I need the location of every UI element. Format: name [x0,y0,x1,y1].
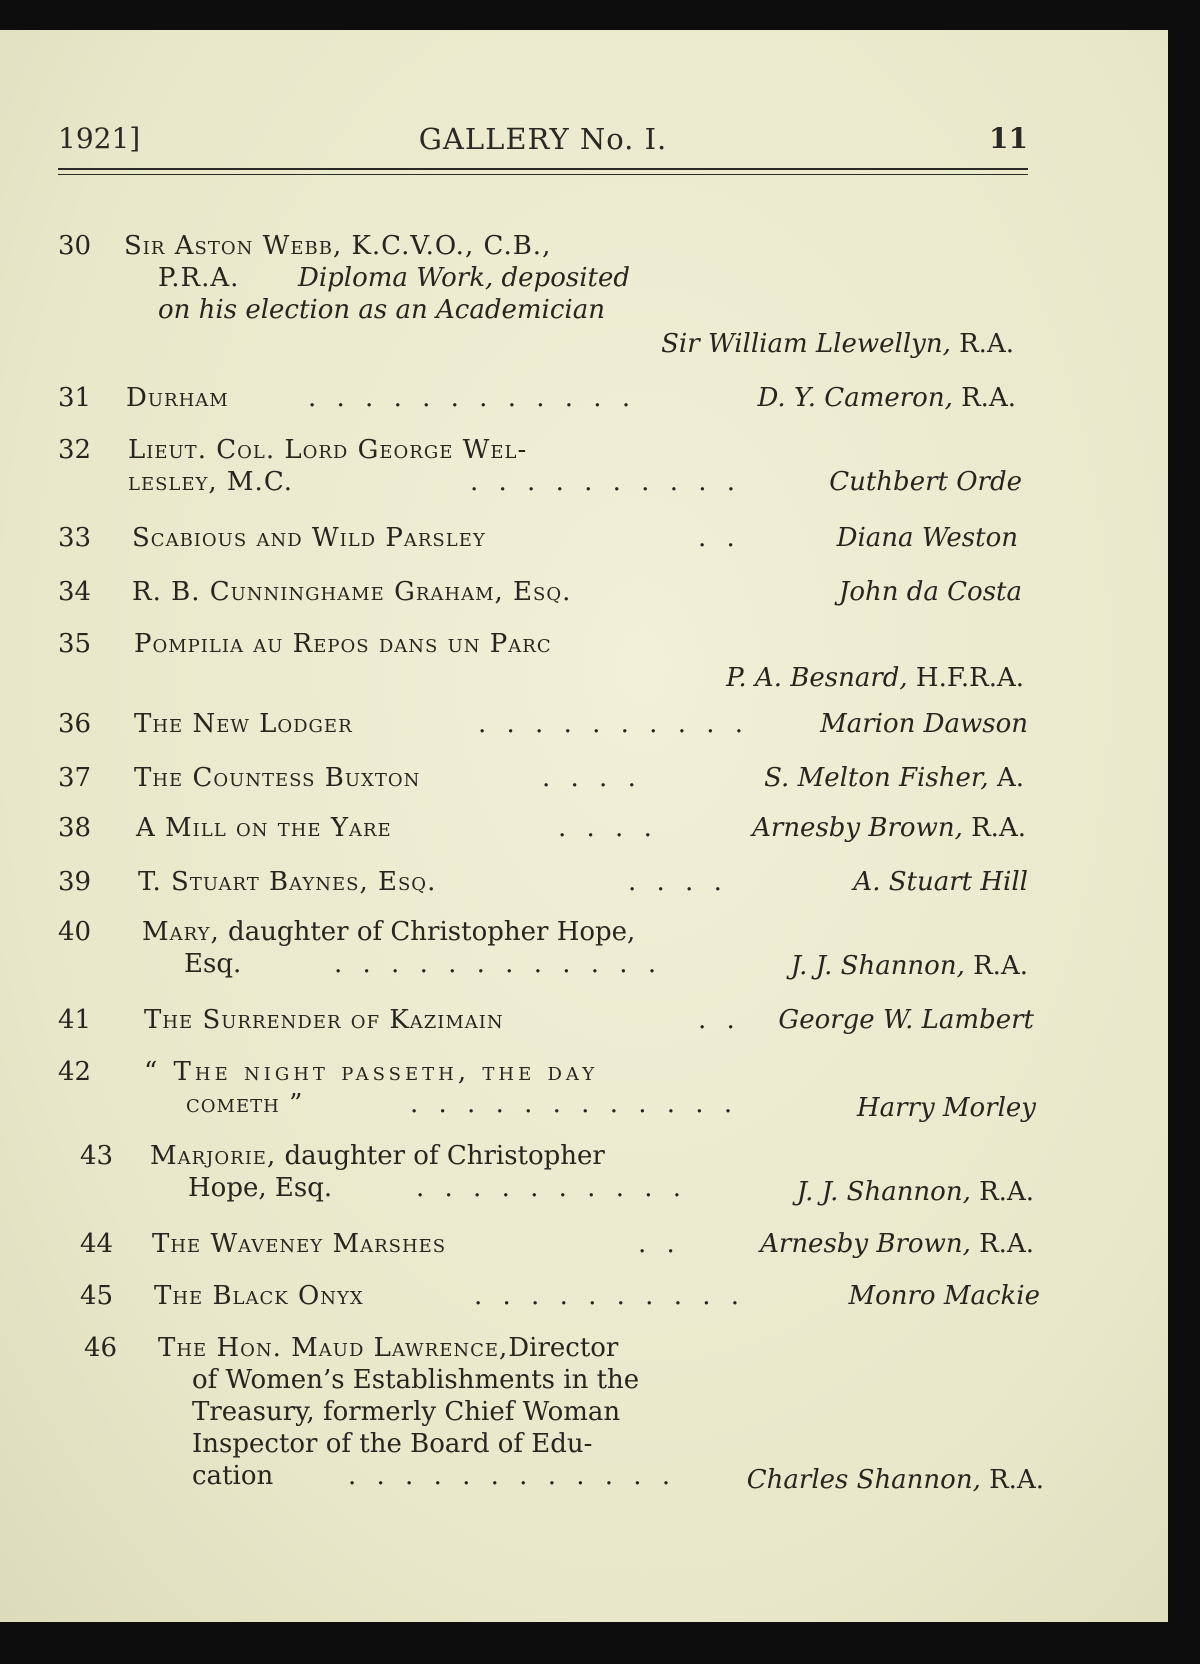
artist-name: Cuthbert Orde [829,467,1022,497]
entry-number: 32 [58,435,92,465]
artist-name: Diana Weston [836,523,1018,553]
sitter-description: daughter of Christopher Hope, [219,917,636,947]
header-title: GALLERY No. I. [418,122,668,156]
entry-number: 30 [58,231,92,261]
leader-dots: . . . . . . . . . . . . [410,1089,739,1119]
sitter-name: Mary, [142,917,220,947]
leader-dots: . . [638,1229,681,1259]
entry-artist [747,1464,1044,1496]
entry-title: The Black Onyx [154,1281,364,1311]
catalogue-entry [58,916,1048,982]
entry-artist [791,950,1028,982]
entry-title-cont: Treasury, formerly Chief Woman [192,1397,621,1427]
entry-title: The Waveney Marshes [152,1229,447,1259]
catalogue-entry [58,1228,1048,1262]
entry-artist [760,1228,1034,1260]
artist-name: Arnesby Brown, [752,813,963,843]
entry-title: “ The night passeth, the day [144,1057,599,1087]
artist-suffix: R.A. [973,951,1028,981]
artist-name: J. J. Shannon, [796,1177,971,1207]
entry-title: T. Stuart Baynes, Esq. [138,867,437,897]
entry-title-cont: Esq. [184,949,242,979]
catalogue-entry [58,812,1048,846]
entry-title: Durham [126,383,229,413]
entry-number: 42 [58,1057,92,1087]
artist-name: Charles Shannon, [746,1465,981,1495]
entry-note: Diploma Work, deposited [298,263,630,293]
artist-name: Monro Mackie [848,1281,1040,1311]
entry-number: 43 [80,1141,114,1171]
entry-artist [778,1004,1034,1036]
entry-title [150,1140,605,1172]
catalogue-entry [58,628,1048,694]
catalogue-entry [58,382,1048,416]
entry-number: 41 [58,1005,92,1035]
entry-artist [797,1176,1034,1208]
catalogue-entry [58,708,1048,742]
leader-dots: . . . . . . . . . . . . [334,949,663,979]
entry-number: 37 [58,763,92,793]
entry-artist [661,328,1014,360]
entry-title-cont: of Women’s Establishments in the [192,1365,640,1395]
entry-title: Pompilia au Repos dans un Parc [134,629,552,659]
entry-artist [726,662,1024,694]
leader-dots: . . . . . . . . . . . . [348,1461,677,1491]
leader-dots: . . . . [628,867,728,897]
entry-artist [820,708,1028,740]
entry-title [142,916,635,948]
catalogue-page [0,30,1168,1622]
catalogue-entry [58,230,1048,360]
leader-dots: . . . . . . . . . . [470,467,742,497]
leader-dots: . . . . . . . . . . [478,709,750,739]
entry-title-cont: Hope, Esq. [188,1173,333,1203]
artist-name: Sir William Llewellyn, [661,329,951,359]
entry-artist [839,576,1022,608]
entry-title: The Surrender of Kazimain [144,1005,504,1035]
entry-title-cont: lesley, M.C. [128,467,294,497]
entry-artist [853,866,1028,898]
entry-number: 35 [58,629,92,659]
page-number: 11 [989,122,1028,155]
sitter-name: Marjorie, [150,1141,277,1171]
artist-name: Arnesby Brown, [760,1229,971,1259]
leader-dots: . . . . [542,763,642,793]
entry-number: 36 [58,709,92,739]
artist-suffix: R.A. [979,1177,1034,1207]
artist-name: D. Y. Cameron, [757,383,953,413]
leader-dots: . . [698,1005,741,1035]
sitter-description: Director [508,1333,619,1363]
entry-title: Lieut. Col. Lord George Wel- [128,435,528,465]
leader-dots: . . . . . . . . . . . . [308,383,637,413]
entry-number: 44 [80,1229,114,1259]
artist-suffix: R.A. [971,813,1026,843]
entry-number: 45 [80,1281,114,1311]
artist-suffix: R.A. [959,329,1014,359]
entry-title: A Mill on the Yare [136,813,392,843]
artist-suffix: H.F.R.A. [915,663,1024,693]
artist-suffix: A. [996,763,1024,793]
artist-name: S. Melton Fisher, [764,763,989,793]
entry-title: R. B. Cunninghame Graham, Esq. [132,577,572,607]
artist-suffix: R.A. [961,383,1016,413]
catalogue-entry [58,866,1048,900]
header-year: 1921] [58,122,141,155]
catalogue-entry [58,522,1048,556]
header-rule [58,168,1028,170]
entry-title: Scabious and Wild Parsley [132,523,486,553]
entry-artist [857,1092,1036,1124]
entry-title-cont: cometh ” [186,1089,304,1119]
catalogue-entry [58,762,1048,796]
catalogue-entry [58,1056,1048,1122]
page-header [58,122,1028,172]
entry-artist [758,382,1016,414]
artist-name: Marion Dawson [820,709,1028,739]
artist-name: George W. Lambert [778,1005,1034,1035]
artist-name: Harry Morley [856,1093,1036,1123]
entry-number: 40 [58,917,92,947]
entry-number: 33 [58,523,92,553]
catalogue-entry [58,1332,1048,1502]
entry-title: The New Lodger [134,709,353,739]
entry-title [158,1332,618,1364]
entry-number: 31 [58,383,92,413]
leader-dots: . . . . . . . . . . [416,1173,688,1203]
leader-dots: . . . . . . . . . . [474,1281,746,1311]
entry-artist [764,762,1024,794]
artist-name: P. A. Besnard, [726,663,908,693]
sitter-description: daughter of Christopher [276,1141,605,1171]
catalogue-entry [58,1280,1048,1314]
catalogue-entry [58,434,1048,500]
entry-title-cont: cation [192,1461,274,1491]
artist-suffix: R.A. [989,1465,1044,1495]
entry-artist [848,1280,1040,1312]
entry-number: 39 [58,867,92,897]
entry-title-cont: P.R.A. [158,263,240,293]
catalogue-entry [58,576,1048,610]
entry-artist [837,522,1018,554]
leader-dots: . . . . [558,813,658,843]
sitter-name: The Hon. Maud Lawrence, [158,1333,509,1363]
artist-name: John da Costa [838,577,1022,607]
artist-name: J. J. Shannon, [790,951,965,981]
artist-suffix: R.A. [979,1229,1034,1259]
entry-artist [829,466,1022,498]
artist-name: A. Stuart Hill [853,867,1028,897]
catalogue-entry [58,1004,1048,1038]
entry-note-cont: on his election as an Academician [158,295,605,325]
entry-artist [752,812,1026,844]
leader-dots: . . [698,523,741,553]
entry-number: 38 [58,813,92,843]
entry-title: The Countess Buxton [134,763,421,793]
entry-title: Sir Aston Webb, K.C.V.O., C.B., [124,231,552,261]
entry-title-cont: Inspector of the Board of Edu- [192,1429,593,1459]
header-rule-thin [58,174,1028,175]
entry-number: 34 [58,577,92,607]
entry-number: 46 [84,1333,118,1363]
catalogue-entry [58,1140,1048,1206]
